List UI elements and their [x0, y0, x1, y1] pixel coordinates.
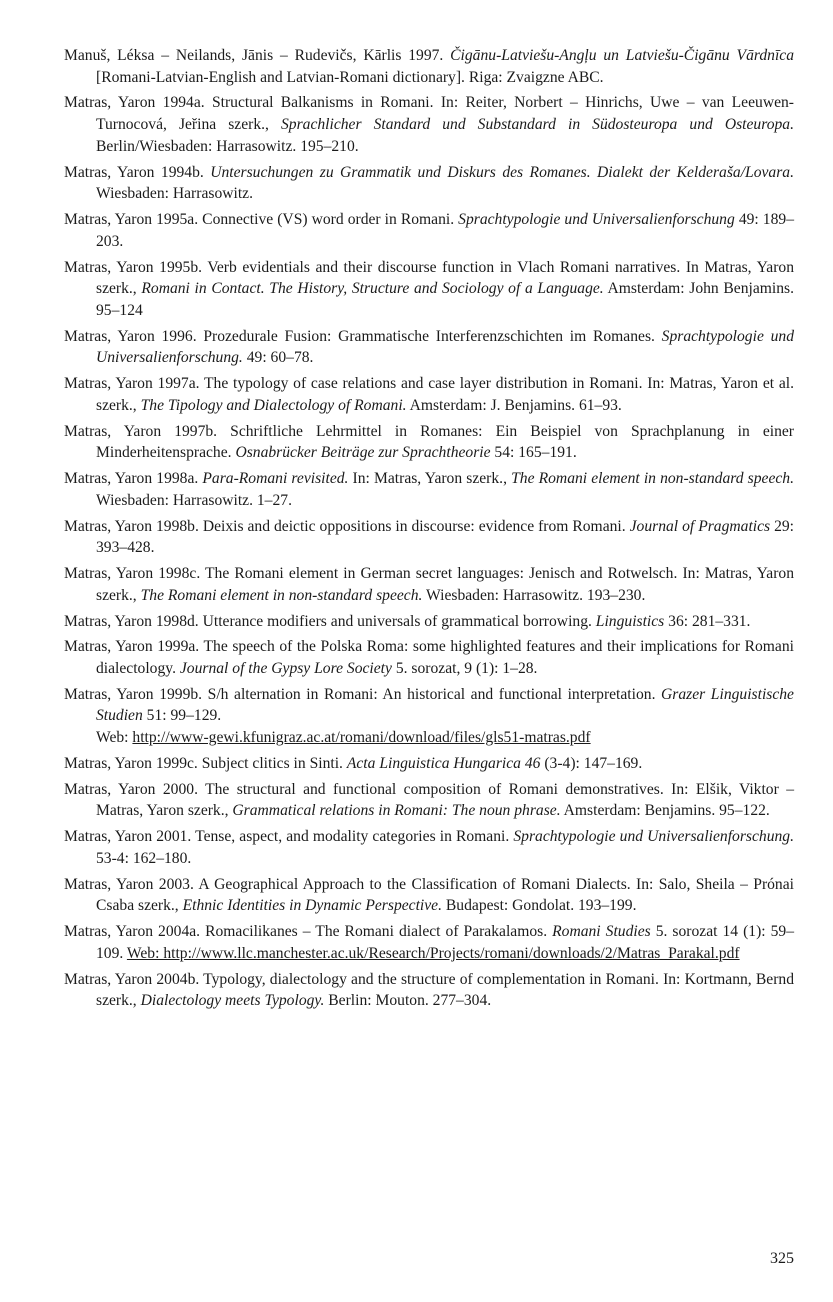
reference-text: Matras, Yaron 1995a. Connective (VS) word order in Romani. — [64, 211, 459, 229]
reference-text: Matras, Yaron 2004b. Typology, dialectology and the structure of complementation in Romani. In: Kortmann, Bernd szerk., — [64, 970, 794, 1010]
reference-text: Budapest: Gondolat. 193–199. — [442, 897, 637, 915]
reference-italic-title: The Tipology and Dialectology of Romani. — [140, 396, 407, 414]
reference-text: Wiesbaden: Harrasowitz. 193–230. — [422, 586, 646, 604]
reference-entry — [64, 874, 794, 917]
reference-text: Amsterdam: Benjamins. 95–122. — [560, 802, 770, 820]
reference-italic-title: Sprachtypologie und Universalienforschung. — [96, 327, 794, 367]
reference-text: Matras, Yaron 1998a. — [64, 470, 203, 488]
reference-italic-title: Untersuchungen zu Grammatik und Diskurs des Romanes. Dialekt der Kelderaša/Lovara. — [210, 163, 794, 181]
reference-entry — [64, 636, 794, 679]
reference-entry — [64, 162, 794, 205]
reference-entry — [64, 92, 794, 157]
reference-text: Matras, Yaron 1998c. The Romani element in German secret languages: Jenisch and Rotwelsch. In: Matras, Yaron szerk., — [64, 565, 794, 604]
reference-text: Amsterdam: J. Benjamins. 61–93. — [406, 396, 622, 414]
reference-text: Wiesbaden: Harrasowitz. 1–27. — [96, 491, 292, 509]
reference-text: Matras, Yaron 1998b. Deixis and deictic oppositions in discourse: evidence from Romani. — [64, 517, 630, 535]
web-label: Web: — [96, 729, 133, 747]
reference-italic-title: Romani Studies — [552, 923, 651, 941]
reference-entry — [64, 326, 794, 369]
reference-text: Matras, Yaron 1996. Prozedurale Fusion: Grammatische Interferenzschichten im Romanes. — [64, 327, 662, 345]
reference-text: In: Matras, Yaron szerk., — [348, 470, 512, 488]
reference-entry — [64, 468, 794, 511]
reference-text: 51: 99–129. — [142, 707, 222, 725]
reference-text: 5. sorozat, 9 (1): 1–28. — [391, 660, 538, 677]
reference-italic-title: Journal of the Gypsy Lore Society — [179, 660, 392, 677]
reference-italic-title: Dialectology meets Typology. — [140, 992, 325, 1010]
reference-entry — [64, 921, 794, 964]
reference-entry — [64, 421, 794, 464]
reference-text: Berlin/Wiesbaden: Harrasowitz. 195–210. — [96, 137, 359, 155]
reference-text: Amsterdam: John Benjamins. 95–124 — [96, 280, 794, 319]
reference-text: [Romani-Latvian-English and Latvian-Romani dictionary]. Riga: Zvaigzne ABC. — [96, 68, 604, 86]
reference-web-link[interactable]: Web: http://www.llc.manchester.ac.uk/Research/Projects/romani/downloads/2/Matras_Parakal.pdf — [126, 944, 740, 962]
reference-text: Manuš, Léksa – Neilands, Jānis – Rudevičs, Kārlis 1997. — [64, 47, 451, 64]
reference-italic-title: Journal of Pragmatics — [629, 517, 771, 535]
reference-text: Matras, Yaron 1997b. Schriftliche Lehrmittel in Romanes: Ein Beispiel von Sprachplanung in einer Minderheitensprache. — [64, 422, 794, 462]
reference-text: 5. sorozat 14 (1): 59–109. — [96, 923, 795, 962]
reference-text: Matras, Yaron 1995b. Verb evidentials and their discourse function in Vlach Romani narratives. In Matras, Yaron szerk., — [64, 258, 794, 298]
reference-text: Matras, Yaron 1994b. — [64, 163, 211, 181]
page-number: 325 — [770, 1250, 794, 1267]
reference-text: 29: 393–428. — [96, 517, 795, 557]
reference-url-link[interactable]: http://www-gewi.kfunigraz.ac.at/romani/download/files/gls51-matras.pdf — [132, 729, 591, 747]
reference-text: Wiesbaden: Harrasowitz. — [96, 185, 253, 203]
reference-italic-title: Čigānu-Latviešu-Angļu un Latviešu-Čigānu Vārdnīca — [450, 47, 795, 64]
reference-entry — [64, 257, 794, 322]
reference-entry — [64, 563, 794, 606]
reference-text: 53-4: 162–180. — [96, 849, 192, 867]
reference-italic-title: Linguistics — [595, 612, 665, 630]
reference-entry — [64, 45, 794, 88]
reference-italic-title: Sprachtypologie und Universalienforschung — [458, 211, 735, 229]
reference-text: Matras, Yaron 1997a. The typology of case relations and case layer distribution in Romani. In: Matras, Yaron et al. szerk., — [64, 375, 794, 414]
reference-text: 54: 165–191. — [490, 444, 577, 462]
reference-text: Matras, Yaron 2001. Tense, aspect, and modality categories in Romani. — [64, 828, 514, 846]
reference-italic-title: The Romani element in non-standard speech. — [140, 586, 423, 604]
reference-entry — [64, 611, 794, 633]
reference-entry — [64, 373, 794, 416]
reference-entry — [64, 826, 794, 869]
reference-text: (3-4): 147–169. — [540, 754, 643, 772]
reference-italic-title: The Romani element in non-standard speech. — [511, 470, 794, 488]
reference-entry — [64, 209, 794, 252]
reference-text: Matras, Yaron 1999b. S/h alternation in Romani: An historical and functional interpretation. — [64, 685, 662, 703]
reference-text: Matras, Yaron 1998d. Utterance modifiers and universals of grammatical borrowing. — [64, 612, 596, 630]
reference-italic-title: Sprachtypologie und Universalienforschung. — [513, 828, 794, 846]
reference-text: Matras, Yaron 2000. The structural and functional composition of Romani demonstratives. In: Elšik, Viktor – Matras, Yaron szerk., — [64, 780, 794, 820]
reference-italic-title: Romani in Contact. The History, Structure and Sociology of a Language. — [141, 280, 604, 298]
reference-entry — [64, 779, 794, 822]
reference-italic-title: Sprachlicher Standard und Substandard in Südosteuropa und Osteuropa. — [280, 116, 794, 134]
reference-italic-title: Grazer Linguistische Studien — [96, 685, 794, 725]
reference-italic-title: Para-Romani revisited. — [202, 470, 349, 488]
reference-entry — [64, 684, 794, 749]
reference-italic-title: Ethnic Identities in Dynamic Perspective. — [182, 897, 442, 915]
reference-list — [64, 45, 794, 1016]
reference-text: Matras, Yaron 2003. A Geographical Approach to the Classification of Romani Dialects. In: Salo, Sheila – Prónai Csaba szerk., — [64, 875, 794, 915]
reference-entry — [64, 753, 794, 775]
reference-text: Matras, Yaron 1999a. The speech of the Polska Roma: some highlighted features and their implications for Romani dialectology. — [64, 638, 794, 677]
reference-text: 49: 189–203. — [96, 211, 794, 250]
reference-text: 49: 60–78. — [242, 349, 314, 367]
reference-entry — [64, 969, 794, 1012]
reference-text: Matras, Yaron 2004a. Romacilikanes – The Romani dialect of Parakalamos. — [64, 923, 553, 941]
reference-italic-title: Grammatical relations in Romani: The noun phrase. — [232, 802, 561, 820]
reference-text: Matras, Yaron 1994a. Structural Balkanisms in Romani. In: Reiter, Norbert – Hinrichs, Uwe – van Leeuwen-Turnocová, Jeřina szerk., — [64, 94, 794, 134]
reference-web-line — [96, 727, 794, 749]
reference-text: Berlin: Mouton. 277–304. — [324, 992, 492, 1010]
reference-italic-title: Osnabrücker Beiträge zur Sprachtheorie — [235, 444, 491, 462]
reference-text: Matras, Yaron 1999c. Subject clitics in Sinti. — [64, 754, 347, 772]
reference-text: 36: 281–331. — [664, 612, 751, 630]
reference-italic-title: Acta Linguistica Hungarica 46 — [346, 754, 541, 772]
reference-entry — [64, 516, 794, 559]
